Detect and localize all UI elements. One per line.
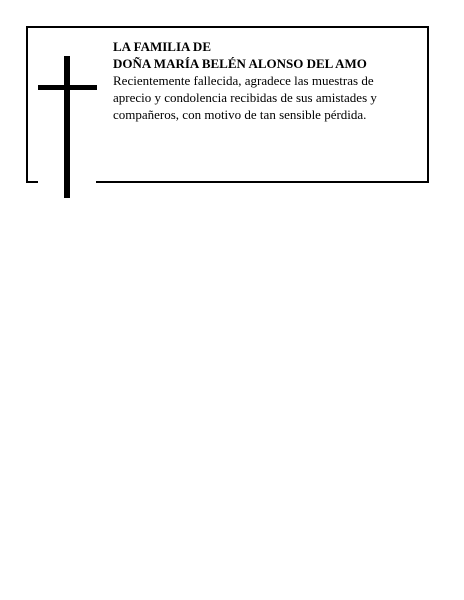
notice-heading-line-1: LA FAMILIA DE — [113, 39, 211, 54]
notice-heading-line-2: DOÑA MARÍA BELÉN ALONSO DEL AMO — [113, 56, 367, 71]
cross-horizontal-bar — [38, 85, 97, 90]
cross-vertical-bar — [64, 56, 70, 198]
notice-body-text: Recientemente fallecida, agradece las muestras de aprecio y condolencia recibidas de sus amistades y compañeros, con motivo de tan sensible pérdida. — [113, 73, 377, 122]
notice-text-block — [113, 38, 413, 123]
